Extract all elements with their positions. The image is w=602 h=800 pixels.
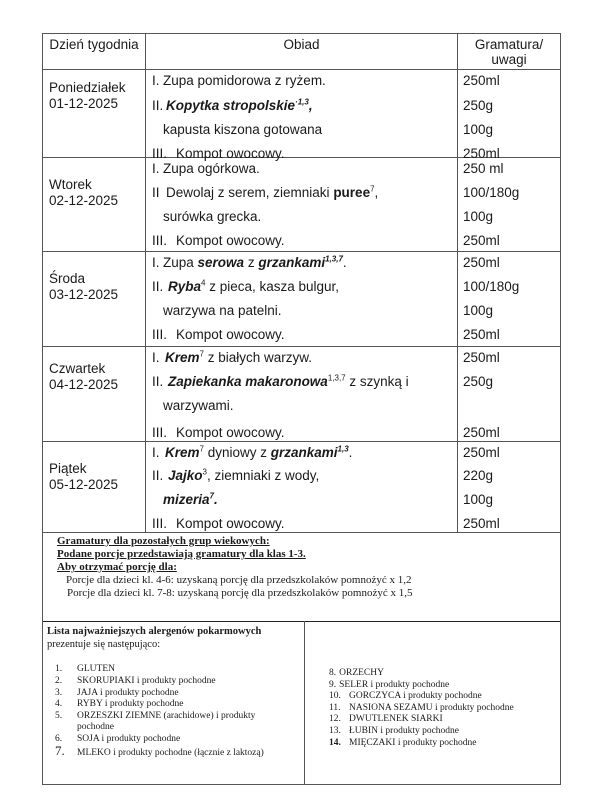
allergen-number: 7. <box>55 743 65 758</box>
meal-amount: 100g <box>463 122 494 137</box>
meal-amount: 220g <box>463 468 494 483</box>
allergen-text: GORCZYCA i produkty pochodne <box>349 691 482 701</box>
allergen-text: JAJA i produkty pochodne <box>77 688 179 698</box>
meal-amount: 250ml <box>463 146 500 161</box>
allergen-item <box>329 668 384 680</box>
notes-heading-portion: Aby otrzymać porcję dla: <box>57 561 177 573</box>
meal-text-part: Zapiekanka makaronowa <box>168 374 328 389</box>
meal-text-part: kapusta kiszona gotowana <box>163 122 323 137</box>
meal-text-part: 7 <box>370 184 375 194</box>
meal-item <box>163 122 322 138</box>
meal-text-part: grzankami <box>258 255 326 270</box>
meal-text-part: 7 <box>199 349 204 359</box>
meal-text-part: Ryba <box>168 279 202 294</box>
meal-text-part: 1,3 <box>337 444 349 454</box>
allergen-item <box>55 664 115 676</box>
allergen-item <box>55 745 264 760</box>
allergen-number: 8. <box>329 668 337 678</box>
header-amount-line2: uwagi <box>491 52 527 67</box>
meal-text-part: z białych warzyw. <box>203 350 313 365</box>
allergen-item <box>55 711 255 723</box>
meal-text-part: Zupa <box>163 255 198 270</box>
allergen-number: 13. <box>329 726 341 736</box>
meal-text-part: Krem <box>165 445 200 460</box>
allergen-number: 4. <box>55 699 63 709</box>
allergens-subtitle: prezentuje się następująco: <box>47 639 161 650</box>
table-border-left <box>42 33 43 532</box>
allergen-item <box>55 699 184 711</box>
allergen-item <box>329 680 449 692</box>
allergen-number: 12. <box>329 714 341 724</box>
allergens-border-left <box>42 621 43 785</box>
allergen-text: ORZECHY <box>339 668 384 678</box>
meal-text-part: surówka grecka. <box>163 209 262 224</box>
allergen-text: NASIONA SEZAMU i produkty pochodne <box>349 703 514 713</box>
meal-number: II. <box>152 468 164 483</box>
allergen-text: SOJA i produkty pochodne <box>77 734 181 744</box>
table-border-col2 <box>457 33 458 532</box>
meal-item <box>176 146 285 162</box>
allergen-item <box>55 676 216 688</box>
notes-border-left <box>42 532 43 621</box>
allergen-item <box>329 703 514 715</box>
meal-text-part: 7 <box>209 491 214 501</box>
meal-amount: 250ml <box>463 350 500 365</box>
allergen-item <box>329 726 459 738</box>
allergens-border-bottom <box>42 784 561 785</box>
meal-number: III. <box>152 327 168 342</box>
meal-text-part: Kompot owocowy. <box>176 516 285 531</box>
allergen-item <box>329 691 482 703</box>
row-divider <box>42 346 561 347</box>
meal-item <box>166 98 313 114</box>
allergen-number: 1. <box>55 664 63 674</box>
allergen-item <box>55 688 179 700</box>
allergen-text: SELER i produkty pochodne <box>339 680 450 690</box>
meal-item <box>163 303 282 319</box>
day-date: 02-12-2025 <box>49 193 119 208</box>
meal-item <box>168 374 409 390</box>
allergen-text: DWUTLENEK SIARKI <box>349 714 443 724</box>
meal-number: I. <box>152 161 160 176</box>
meal-text-part: z pieca, kasza bulgur, <box>205 279 340 294</box>
meal-text-part: , <box>308 98 313 113</box>
meal-text-part: ·1,3 <box>295 97 309 107</box>
meal-text-part: Krem <box>165 350 200 365</box>
meal-item <box>166 185 378 201</box>
meal-text-part: warzywa na patelni. <box>163 303 282 318</box>
meal-text-part: Zupa ogórkowa. <box>163 161 260 176</box>
meal-text-part: . <box>213 492 218 507</box>
meal-text-part: z <box>244 255 259 270</box>
meal-text-part: Dewolaj z serem, ziemniaki <box>166 185 334 200</box>
allergen-item <box>55 722 114 734</box>
allergen-text: MIĘCZAKI i produkty pochodne <box>349 738 477 748</box>
day-date: 04-12-2025 <box>49 377 119 392</box>
allergen-number: 5. <box>55 711 63 721</box>
meal-text-part: Kompot owocowy. <box>176 146 285 161</box>
allergen-text: pochodne <box>77 722 114 732</box>
meal-text-part: . <box>348 445 353 460</box>
allergen-text: ŁUBIN i produkty pochodne <box>349 726 460 736</box>
allergen-number: 2. <box>55 676 63 686</box>
meal-amount: 100/180g <box>463 185 520 200</box>
meal-number: II <box>152 185 160 200</box>
meal-amount: 250g <box>463 98 494 113</box>
meal-amount: 250g <box>463 374 494 389</box>
table-border-col1 <box>145 33 146 532</box>
allergen-text: ORZESZKI ZIEMNE (arachidowe) i produkty <box>77 711 256 721</box>
meal-number: III. <box>152 516 168 531</box>
meal-text-part: warzywami. <box>163 398 234 413</box>
meal-number: II. <box>152 374 164 389</box>
meal-item <box>168 468 319 484</box>
meal-number: I. <box>152 445 160 460</box>
allergen-number: 3. <box>55 688 63 698</box>
meal-text-part: 4 <box>201 278 206 288</box>
meal-text-part: dyniowy z <box>203 445 271 460</box>
meal-text-part: serowa <box>197 255 245 270</box>
row-divider <box>42 532 561 533</box>
row-divider <box>42 441 561 442</box>
allergen-item <box>55 734 180 746</box>
meal-item <box>163 209 261 225</box>
meal-text-part: Kompot owocowy. <box>176 425 285 440</box>
notes-border-bottom <box>42 621 561 622</box>
allergens-divider <box>304 621 305 785</box>
meal-text-part: 1,3,7 <box>325 254 343 264</box>
meal-amount: 250ml <box>463 327 500 342</box>
meal-number: III. <box>152 146 168 161</box>
allergen-item <box>329 714 443 726</box>
day-name: Środa <box>49 271 86 286</box>
meal-item <box>176 327 285 343</box>
notes-heading-age-groups: Gramatury dla pozostałych grup wiekowych: <box>57 535 270 547</box>
table-border-right <box>560 33 561 532</box>
meal-amount: 250ml <box>463 233 500 248</box>
meal-amount: 250 ml <box>463 161 504 176</box>
meal-text-part: puree <box>333 185 371 200</box>
header-day: Dzień tygodnia <box>49 37 139 52</box>
allergens-border-right <box>560 621 561 785</box>
meal-number: III. <box>152 425 168 440</box>
allergen-text: SKORUPIAKI i produkty pochodne <box>77 676 216 686</box>
meal-amount: 250ml <box>463 516 500 531</box>
meal-number: II. <box>152 279 164 294</box>
day-name: Czwartek <box>49 361 106 376</box>
meal-text-part: , ziemniaki z wody, <box>206 468 320 483</box>
header-divider <box>42 69 561 70</box>
meal-text-part: grzankami <box>270 445 338 460</box>
meal-text-part: 1,3,7 <box>327 373 346 383</box>
header-amount-line1: Gramatura/ <box>474 37 544 52</box>
meal-item <box>163 398 234 414</box>
meal-number: I. <box>152 350 160 365</box>
day-date: 05-12-2025 <box>49 477 119 492</box>
meal-text-part: . <box>342 255 347 270</box>
allergen-item <box>329 738 476 750</box>
day-name: Poniedziałek <box>49 80 126 95</box>
meal-text-part: 7 <box>199 444 204 454</box>
meal-text-part: Kompot owocowy. <box>176 327 285 342</box>
day-name: Piątek <box>49 461 87 476</box>
meal-text-part: Kompot owocowy. <box>176 233 285 248</box>
meal-item <box>165 445 352 461</box>
meal-item <box>163 492 218 508</box>
meal-item <box>176 516 285 532</box>
meal-item <box>165 350 312 366</box>
day-name: Wtorek <box>49 177 92 192</box>
meal-amount: 250ml <box>463 73 500 88</box>
notes-line-grades-4-6: Porcje dla dzieci kl. 4-6: uzyskaną porcję dla przedszkolaków pomnożyć x 1,2 <box>66 574 412 586</box>
notes-border-right <box>560 532 561 621</box>
meal-item <box>163 255 347 271</box>
row-divider <box>42 251 561 252</box>
meal-amount: 100g <box>463 303 494 318</box>
notes-line-grades-7-8: Porcje dla dzieci kl. 7-8: uzyskaną porcję dla przedszkolaków pomnożyć x 1,5 <box>67 587 413 599</box>
meal-text-part: z szynką i <box>345 374 409 389</box>
allergen-number: 6. <box>55 734 63 744</box>
notes-heading-grades: Podane porcje przedstawiają gramatury dla klas 1-3. <box>57 548 306 560</box>
day-date: 03-12-2025 <box>49 287 119 302</box>
allergen-number: 9. <box>329 680 337 690</box>
table-border-top <box>42 33 561 34</box>
meal-item <box>168 279 339 295</box>
meal-amount: 250ml <box>463 255 500 270</box>
meal-text-part: , <box>374 185 379 200</box>
meal-item <box>176 233 285 249</box>
meal-number: II. <box>152 98 164 113</box>
meal-number: I. <box>152 255 160 270</box>
meal-number: I. <box>152 73 160 88</box>
meal-amount: 100g <box>463 209 494 224</box>
meal-text-part: 3 <box>202 467 207 477</box>
allergen-number: 11. <box>329 703 341 713</box>
meal-amount: 250ml <box>463 445 500 460</box>
allergen-text: MLEKO i produkty pochodne (łącznie z laktozą) <box>77 748 264 758</box>
allergen-text: GLUTEN <box>77 664 115 674</box>
meal-amount: 250ml <box>463 425 500 440</box>
day-date: 01-12-2025 <box>49 96 119 111</box>
allergen-text: RYBY i produkty pochodne <box>77 699 184 709</box>
meal-text-part: Zupa pomidorowa z ryżem. <box>163 73 326 88</box>
meal-text-part: Kopytka stropolskie <box>166 98 296 113</box>
meal-number: III. <box>152 233 168 248</box>
meal-item <box>163 73 326 89</box>
meal-item <box>176 425 285 441</box>
meal-amount: 100/180g <box>463 279 520 294</box>
meal-text-part: Jajko <box>168 468 203 483</box>
header-meal: Obiad <box>283 37 320 52</box>
meal-amount: 100g <box>463 492 494 507</box>
allergen-number: 14. <box>329 738 341 748</box>
meal-item <box>163 161 260 177</box>
allergen-number: 10. <box>329 691 341 701</box>
meal-text-part: mizeria <box>163 492 210 507</box>
allergens-title: Lista najważniejszych alergenów pokarmowych <box>47 626 262 637</box>
